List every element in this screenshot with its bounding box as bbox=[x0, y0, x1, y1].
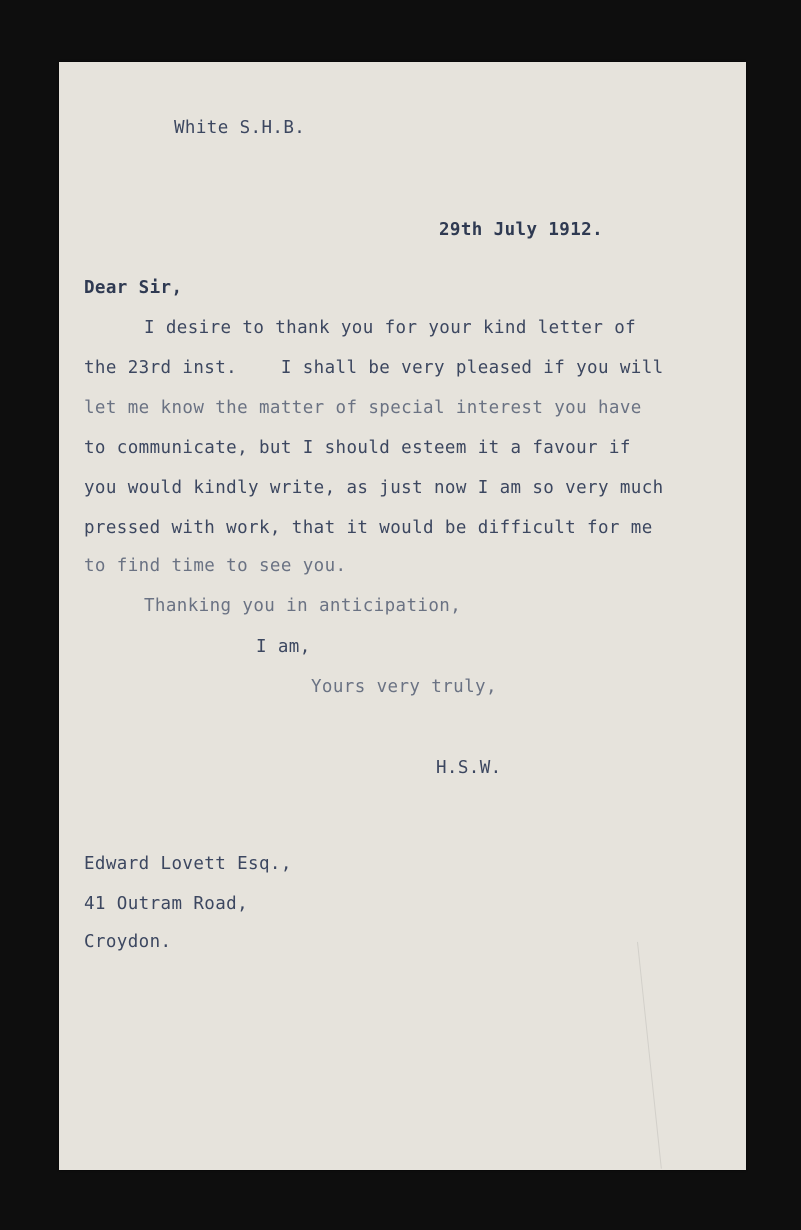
body-line-5: you would kindly write, as just now I am so very much bbox=[84, 478, 664, 498]
signature-initials: H.S.W. bbox=[436, 758, 502, 778]
closing-line-1: Thanking you in anticipation, bbox=[144, 596, 462, 616]
letter-sheet bbox=[59, 62, 746, 1170]
salutation: Dear Sir, bbox=[84, 278, 183, 298]
closing-line-2: I am, bbox=[256, 637, 311, 657]
body-line-4: to communicate, but I should esteem it a favour if bbox=[84, 438, 631, 458]
file-reference: White S.H.B. bbox=[174, 118, 306, 138]
body-line-7: to find time to see you. bbox=[84, 556, 347, 576]
body-line-2: the 23rd inst. I shall be very pleased if you will bbox=[84, 358, 664, 378]
recipient-name: Edward Lovett Esq., bbox=[84, 854, 292, 874]
letter-date: 29th July 1912. bbox=[439, 220, 604, 240]
closing-line-3: Yours very truly, bbox=[311, 677, 497, 697]
body-line-1: I desire to thank you for your kind letter of bbox=[144, 318, 637, 338]
body-line-3: let me know the matter of special interest you have bbox=[84, 398, 642, 418]
recipient-street: 41 Outram Road, bbox=[84, 894, 249, 914]
body-line-6: pressed with work, that it would be difficult for me bbox=[84, 518, 653, 538]
recipient-town: Croydon. bbox=[84, 932, 172, 952]
